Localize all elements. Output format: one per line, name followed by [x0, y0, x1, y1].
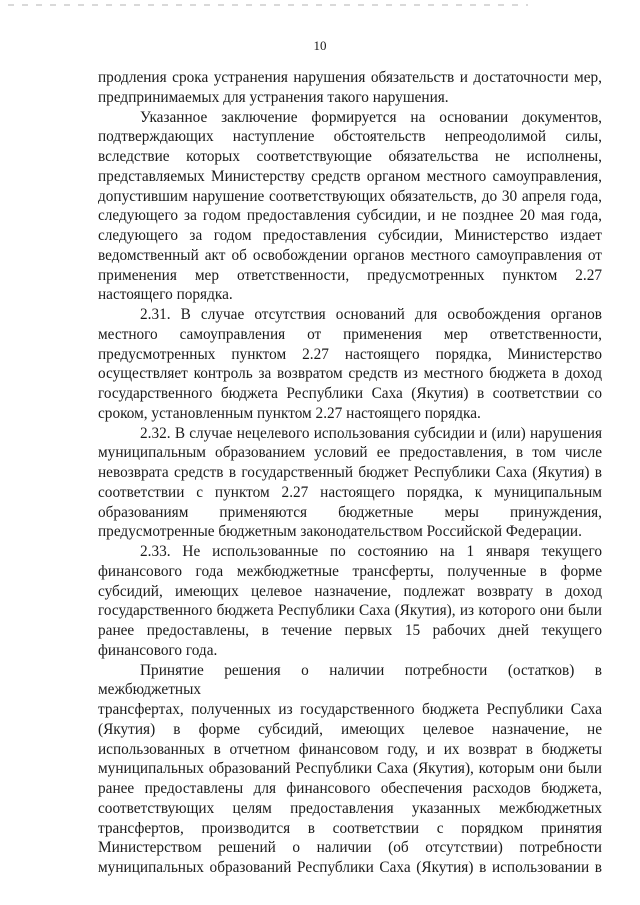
scan-artifact: [8, 4, 528, 6]
text-line: соответствующих целям предоставления указанных межбюджетных: [98, 799, 602, 817]
text-line: предусмотренные бюджетным законодательством Российской Федерации.: [98, 523, 582, 541]
text-line: использованных в отчетном финансовом году, и их возврат в бюджеты: [98, 740, 602, 758]
text-line: ранее предоставлены, в течение первых 15 рабочих дней текущего: [98, 622, 602, 639]
text-line: государственного бюджета Республики Саха (Якутия), из которого они были: [98, 602, 602, 620]
text-line: трансфертов, производится в соответствии с порядком принятия: [98, 819, 602, 837]
text-line: Принятие решения о наличии потребности (остатков) в межбюджетных: [98, 661, 602, 699]
text-line: субсидий, имеющих целевое назначение, подлежат возврату в доход: [98, 582, 602, 600]
text-line: вследствие которых соответствующие обязательства не исполнены,: [98, 148, 602, 165]
text-line: местного самоуправления от применения мер ответственности,: [98, 325, 602, 343]
text-line: (Якутия) в форме субсидий, имеющих целевое назначение, не: [98, 720, 602, 738]
text-line: муниципальных образований Республики Саха (Якутия), которым они были: [98, 760, 602, 778]
text-line: представляемых Министерству средств органом местного самоуправления,: [98, 167, 602, 185]
text-line: финансового года межбюджетные трансферты, полученные в форме: [98, 562, 602, 580]
text-line: следующего за годом предоставления субсидии, Министерство издает: [98, 227, 602, 244]
text-line: сроком, установленным пунктом 2.27 настоящего порядка.: [98, 404, 481, 422]
text-line: муниципальных образований Республики Саха (Якутия) в использовании в: [98, 859, 602, 876]
text-line: соответствии с пунктом 2.27 настоящего порядка, к муниципальным: [98, 483, 602, 501]
text-line: предусмотренных пунктом 2.27 настоящего порядка, Министерство: [98, 345, 602, 363]
text-line: образованиям применяются бюджетные меры принуждения,: [98, 503, 602, 521]
text-line: следующего за годом предоставления субсидии, и не позднее 20 мая года,: [98, 207, 602, 225]
document-body: [98, 68, 602, 878]
text-line: допустившим нарушение соответствующих обязательств, до 30 апреля года,: [98, 187, 602, 205]
text-line: 2.31. В случае отсутствия оснований для освобождения органов: [140, 306, 602, 323]
text-line: государственного бюджета Республики Саха (Якутия) в соответствии со: [98, 385, 602, 402]
text-line: настоящего порядка.: [98, 286, 233, 304]
text-line: осуществляет контроль за возвратом средств из местного бюджета в доход: [98, 365, 602, 383]
text-line: финансового года.: [98, 641, 218, 659]
page-number: 10: [313, 38, 327, 53]
text-line: Указанное заключение формируется на основании документов,: [140, 108, 602, 126]
text-line: предпринимаемых для устранения такого нарушения.: [98, 88, 449, 106]
text-line: невозврата средств в государственный бюджет Республики Саха (Якутия) в: [98, 464, 602, 481]
text-line: муниципальным образованием условий ее предоставления, в том числе: [98, 444, 602, 462]
text-line: ведомственный акт об освобождении органов местного самоуправления от: [98, 246, 602, 264]
text-line: трансфертах, полученных из государственного бюджета Республики Саха: [98, 701, 602, 718]
text-line: Министерством решений о наличии (об отсутствии) потребности: [98, 839, 602, 857]
text-line: 2.33. Не использованные по состоянию на 1 января текущего: [140, 543, 602, 560]
text-line: продления срока устранения нарушения обязательств и достаточности мер,: [98, 69, 602, 86]
text-line: ранее предоставлены для финансового обеспечения расходов бюджета,: [98, 780, 602, 797]
text-line: 2.32. В случае нецелевого использования субсидии и (или) нарушения: [140, 424, 602, 442]
text-line: подтверждающих наступление обстоятельств непреодолимой силы,: [98, 128, 602, 146]
text-line: применения мер ответственности, предусмотренных пунктом 2.27: [98, 266, 602, 284]
